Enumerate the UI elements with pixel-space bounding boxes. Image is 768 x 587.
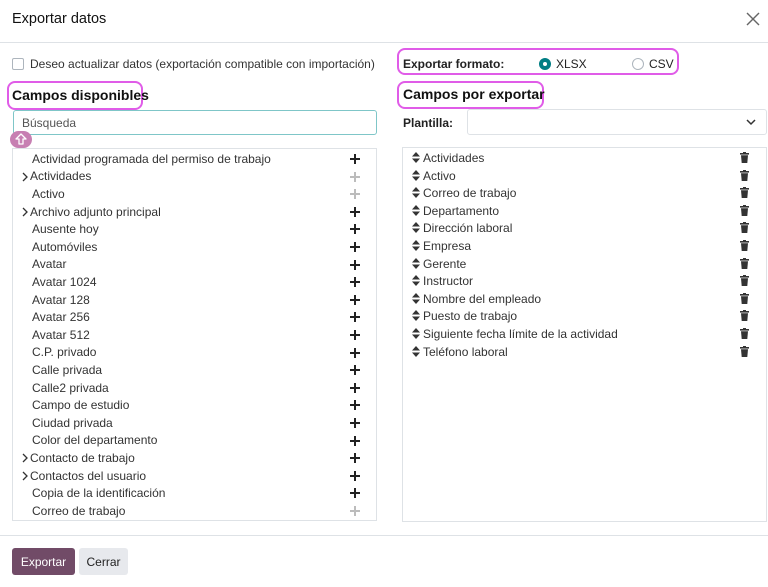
plus-icon[interactable] [350, 295, 360, 305]
export-field-label: Gerente [423, 256, 467, 271]
csv-label: CSV [649, 57, 674, 71]
available-field-label: Color del departamento [32, 433, 158, 448]
trash-icon[interactable] [740, 293, 749, 304]
drag-sort-icon[interactable] [412, 293, 420, 304]
available-field-row[interactable] [13, 150, 376, 168]
trash-icon[interactable] [740, 222, 749, 233]
compat-option[interactable] [12, 57, 375, 71]
available-field-row[interactable] [13, 185, 376, 203]
drag-sort-icon[interactable] [412, 258, 420, 269]
plus-icon[interactable] [350, 418, 360, 428]
export-field-row[interactable] [403, 184, 766, 202]
available-field-row[interactable] [13, 432, 376, 450]
search-input[interactable] [13, 110, 377, 135]
trash-icon[interactable] [740, 258, 749, 269]
export-field-row[interactable] [403, 202, 766, 220]
drag-sort-icon[interactable] [412, 222, 420, 233]
available-field-row[interactable] [13, 379, 376, 397]
export-button[interactable]: Exportar [12, 548, 75, 575]
plus-icon[interactable] [350, 365, 360, 375]
available-field-label: Avatar 1024 [32, 274, 97, 289]
available-field-label: Correo de trabajo [32, 503, 126, 518]
export-field-row[interactable] [403, 343, 766, 361]
plus-icon[interactable] [350, 172, 360, 182]
drag-sort-icon[interactable] [412, 310, 420, 321]
plus-icon[interactable] [350, 453, 360, 463]
plus-icon[interactable] [350, 400, 360, 410]
export-field-label: Empresa [423, 239, 472, 253]
drag-sort-icon[interactable] [412, 152, 420, 163]
available-field-label: Contacto de trabajo [30, 450, 135, 465]
export-fields-title: Campos por exportar [403, 86, 545, 102]
plus-icon[interactable] [350, 330, 360, 340]
plus-icon[interactable] [350, 189, 360, 199]
xlsx-radio[interactable] [539, 58, 551, 70]
available-field-label: C.P. privado [32, 345, 97, 360]
plus-icon[interactable] [350, 277, 360, 287]
available-field-row[interactable] [13, 484, 376, 502]
dialog-title: Exportar datos [12, 11, 107, 27]
format-option-csv[interactable] [632, 57, 674, 71]
export-field-label: Teléfono laboral [423, 344, 508, 359]
chevron-right-icon[interactable] [21, 471, 29, 481]
chevron-down-icon [746, 118, 756, 126]
export-field-label: Instructor [423, 274, 474, 289]
available-field-label: Ciudad privada [32, 415, 113, 430]
trash-icon[interactable] [740, 275, 749, 286]
plus-icon[interactable] [350, 242, 360, 252]
available-field-label: Ausente hoy [32, 222, 99, 237]
available-field-label: Actividad programada del permiso de trabajo [32, 151, 271, 166]
template-select[interactable] [467, 109, 767, 135]
trash-icon[interactable] [740, 152, 749, 163]
plus-icon[interactable] [350, 312, 360, 322]
export-field-row[interactable] [403, 219, 766, 237]
available-field-label: Archivo adjunto principal [30, 204, 161, 219]
export-field-label: Puesto de trabajo [423, 309, 518, 324]
export-field-row[interactable] [403, 290, 766, 308]
dialog-header [0, 0, 768, 43]
available-field-label: Activo [32, 186, 65, 201]
plus-icon[interactable] [350, 224, 360, 234]
available-field-label: Calle privada [32, 362, 103, 377]
available-field-label: Avatar 128 [32, 292, 90, 307]
drag-sort-icon[interactable] [412, 275, 420, 286]
available-field-row[interactable] [13, 291, 376, 309]
drag-sort-icon[interactable] [412, 187, 420, 198]
available-field-row[interactable] [13, 502, 376, 520]
available-field-label: Actividades [30, 169, 92, 184]
chevron-right-icon[interactable] [21, 207, 29, 217]
plus-icon[interactable] [350, 506, 360, 516]
export-field-label: Dirección laboral [423, 221, 513, 236]
available-field-label: Automóviles [32, 239, 98, 254]
drag-sort-icon[interactable] [412, 328, 420, 339]
export-field-label: Activo [423, 168, 456, 183]
available-field-label: Copia de la identificación [32, 486, 166, 501]
close-icon[interactable] [744, 10, 762, 28]
available-field-row[interactable] [13, 256, 376, 274]
export-field-row[interactable] [403, 272, 766, 290]
template-label: Plantilla: [403, 116, 454, 130]
available-field-row[interactable] [13, 396, 376, 414]
available-field-row[interactable] [13, 203, 376, 221]
export-fields-list[interactable] [402, 147, 767, 522]
available-field-row[interactable] [13, 449, 376, 467]
export-field-row[interactable] [403, 307, 766, 325]
available-field-label: Campo de estudio [32, 398, 130, 413]
chevron-right-icon[interactable] [21, 172, 29, 182]
export-field-row[interactable] [403, 325, 766, 343]
available-field-label: Avatar [32, 257, 67, 272]
export-field-row[interactable] [403, 149, 766, 167]
compat-label: Deseo actualizar datos (exportación compatible con importación) [30, 57, 375, 71]
drag-sort-icon[interactable] [412, 346, 420, 357]
available-field-label: Avatar 256 [32, 310, 90, 325]
available-field-row[interactable] [13, 326, 376, 344]
export-field-row[interactable] [403, 255, 766, 273]
available-field-label: Contactos del usuario [30, 468, 147, 483]
export-field-row[interactable] [403, 167, 766, 185]
drag-sort-icon[interactable] [412, 240, 420, 251]
trash-icon[interactable] [740, 346, 749, 357]
plus-icon[interactable] [350, 383, 360, 393]
trash-icon[interactable] [740, 328, 749, 339]
available-field-row[interactable] [13, 344, 376, 362]
plus-icon[interactable] [350, 471, 360, 481]
export-field-label: Departamento [423, 203, 500, 218]
available-field-row[interactable] [13, 168, 376, 186]
available-field-row[interactable] [13, 238, 376, 256]
available-field-row[interactable] [13, 467, 376, 485]
compat-checkbox[interactable] [12, 58, 24, 70]
available-field-row[interactable] [13, 414, 376, 432]
drag-sort-icon[interactable] [412, 205, 420, 216]
swap-button[interactable] [10, 131, 32, 148]
available-fields-title: Campos disponibles [12, 87, 149, 103]
arrow-up-icon [10, 131, 32, 148]
available-field-row[interactable] [13, 308, 376, 326]
chevron-right-icon[interactable] [21, 453, 29, 463]
format-option-xlsx[interactable] [539, 57, 587, 71]
export-field-label: Correo de trabajo [423, 186, 517, 201]
plus-icon[interactable] [350, 154, 360, 164]
trash-icon[interactable] [740, 240, 749, 251]
available-field-label: Calle2 privada [32, 380, 109, 395]
plus-icon[interactable] [350, 348, 360, 358]
xlsx-label: XLSX [556, 57, 587, 71]
plus-icon[interactable] [350, 436, 360, 446]
csv-radio[interactable] [632, 58, 644, 70]
trash-icon[interactable] [740, 205, 749, 216]
close-button[interactable]: Cerrar [79, 548, 128, 575]
available-field-row[interactable] [13, 361, 376, 379]
available-fields-list[interactable] [12, 148, 377, 521]
export-field-label: Nombre del empleado [423, 291, 542, 306]
format-label: Exportar formato: [403, 57, 505, 71]
plus-icon[interactable] [350, 260, 360, 270]
trash-icon[interactable] [740, 170, 749, 181]
export-field-row[interactable] [403, 237, 766, 255]
available-field-row[interactable] [13, 220, 376, 238]
plus-icon[interactable] [350, 207, 360, 217]
export-field-label: Actividades [423, 151, 485, 165]
export-field-label: Siguiente fecha límite de la actividad [423, 327, 618, 341]
trash-icon[interactable] [740, 310, 749, 321]
trash-icon[interactable] [740, 187, 749, 198]
plus-icon[interactable] [350, 488, 360, 498]
available-field-row[interactable] [13, 273, 376, 291]
available-field-label: Avatar 512 [32, 327, 90, 342]
drag-sort-icon[interactable] [412, 170, 420, 181]
